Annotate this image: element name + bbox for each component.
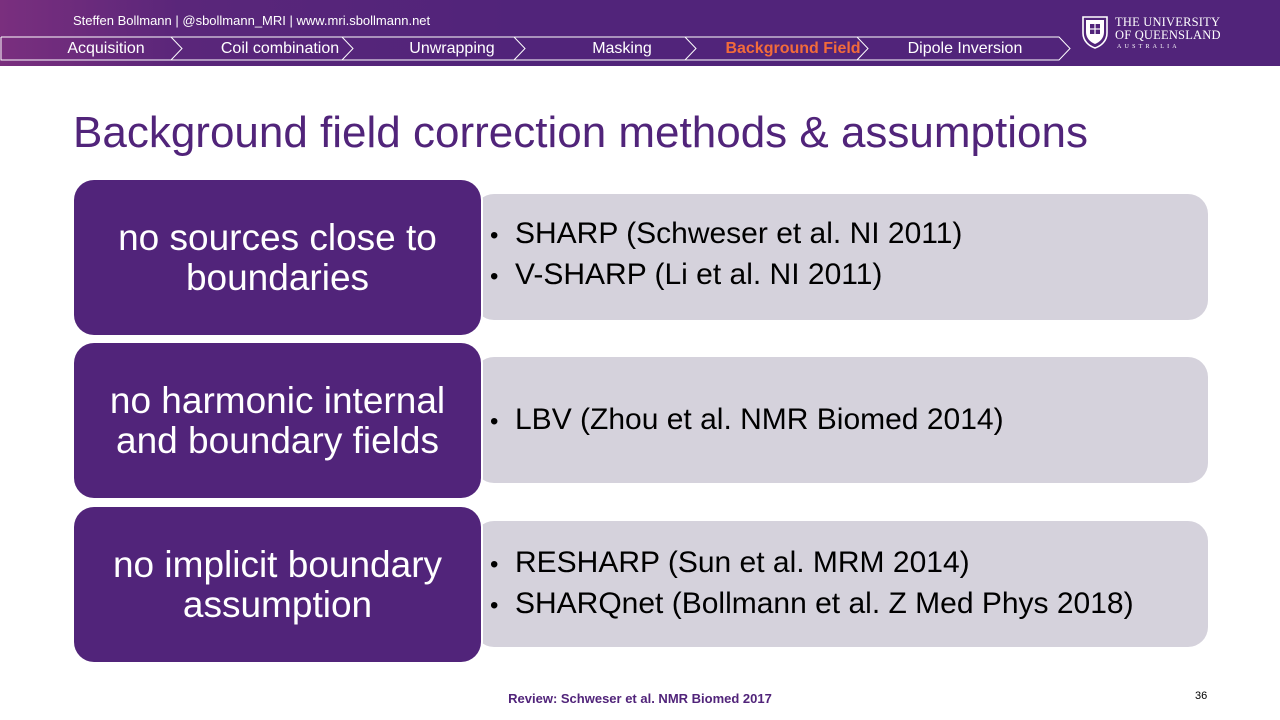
method-item bbox=[490, 584, 1134, 625]
methods-list bbox=[490, 177, 962, 332]
assumption-text-line: and boundary fields bbox=[116, 419, 439, 461]
crest-icon bbox=[1081, 15, 1109, 49]
author-line: Steffen Bollmann | @sbollmann_MRI | www.mri.sbollmann.net bbox=[73, 13, 431, 28]
method-text: SHARP (Schweser et al. NI 2011) bbox=[515, 216, 963, 250]
breadcrumb-item-dipole-inversion[interactable]: Dipole Inversion bbox=[907, 40, 1023, 57]
methods-list bbox=[490, 343, 1004, 498]
method-item bbox=[490, 255, 962, 296]
breadcrumb bbox=[0, 36, 1072, 61]
assumption-text-line: assumption bbox=[182, 583, 373, 625]
footer-reference: Review: Schweser et al. NMR Biomed 2017 bbox=[508, 691, 772, 706]
breadcrumb-item-background-field[interactable]: Background Field bbox=[725, 40, 861, 57]
assumption-box bbox=[74, 343, 481, 498]
method-text: V-SHARP (Li et al. NI 2011) bbox=[515, 257, 883, 291]
assumption-row-1 bbox=[74, 180, 1208, 335]
method-text: LBV (Zhou et al. NMR Biomed 2014) bbox=[515, 403, 1004, 436]
bullet-icon: • bbox=[490, 550, 499, 578]
logo-text-line1: THE UNIVERSITY bbox=[1115, 15, 1221, 29]
breadcrumb-item-coil-combination[interactable]: Coil combination bbox=[220, 40, 340, 57]
assumption-box bbox=[74, 180, 481, 335]
bullet-icon: • bbox=[490, 221, 499, 249]
method-item bbox=[490, 400, 1004, 441]
logo-text-line2: OF QUEENSLAND bbox=[1115, 28, 1221, 42]
page-number: 36 bbox=[1195, 690, 1208, 702]
assumption-text-line: no harmonic internal bbox=[109, 379, 446, 421]
method-text: RESHARP (Sun et al. MRM 2014) bbox=[515, 545, 970, 579]
slide-title: Background field correction methods & assumptions bbox=[73, 108, 1088, 157]
breadcrumb-item-masking[interactable]: Masking bbox=[592, 40, 652, 57]
logo-text-line3: AUSTRALIA bbox=[1117, 44, 1180, 50]
assumption-text-line: no sources close to bbox=[118, 216, 437, 258]
assumption-text-line: boundaries bbox=[185, 256, 370, 298]
header-bar bbox=[0, 0, 1280, 66]
assumption-box bbox=[74, 507, 481, 662]
bullet-icon: • bbox=[490, 591, 499, 619]
assumption-text-line: no implicit boundary bbox=[112, 543, 443, 585]
methods-list bbox=[490, 506, 1134, 661]
breadcrumb-item-unwrapping[interactable]: Unwrapping bbox=[409, 40, 495, 57]
bullet-icon: • bbox=[490, 262, 499, 290]
method-item bbox=[490, 543, 1134, 584]
method-text: SHARQnet (Bollmann et al. Z Med Phys 2018) bbox=[515, 586, 1134, 620]
assumption-row-2 bbox=[74, 343, 1208, 498]
breadcrumb-item-acquisition[interactable]: Acquisition bbox=[67, 40, 145, 57]
method-item bbox=[490, 214, 962, 255]
university-logo bbox=[1081, 15, 1221, 55]
bullet-icon: • bbox=[490, 408, 499, 435]
assumption-row-3 bbox=[74, 507, 1208, 662]
